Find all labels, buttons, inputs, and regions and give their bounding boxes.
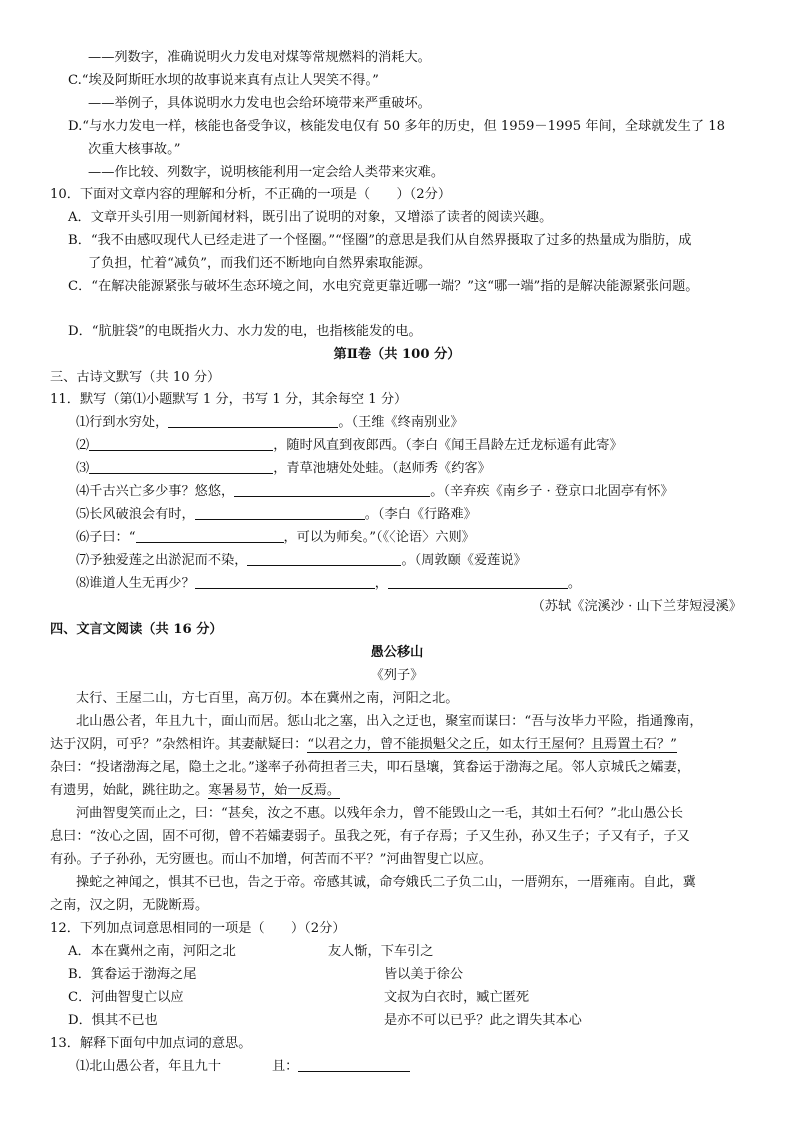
answer-blank[interactable]: [136, 529, 284, 543]
section4-title: 四、文言文阅读（共 16 分）: [50, 622, 223, 637]
answer-blank[interactable]: [298, 1058, 410, 1072]
q12-option-c-right: 文叔为白衣时，臧亡匿死: [384, 990, 530, 1005]
q12-option-b-right: 皆以美于徐公: [384, 967, 464, 982]
q12-option-a-right: 友人惭，下车引之: [328, 944, 434, 959]
q9-d-note: ——作比较、列数字，说明核能利用一定会给人类带来灾难。: [88, 165, 445, 180]
q10-option-c: C．“在解决能源紧张与破坏生态环境之间，水电究竟更靠近哪一端？”这“哪一端”指的是解决能源紧张问题。: [68, 279, 699, 294]
article-line: 杂曰：“投诸渤海之尾，隐土之北。”遂率子孙荷担者三夫，叩石垦壤，箕畚运于渤海之尾。邻人京城氏之孀妻，: [50, 760, 690, 775]
q11-item7: ⑺予独爱莲之出淤泥而不染， 。（周敦颐《爱莲说》: [76, 553, 527, 568]
underlined-sentence: “以君之力，曾不能损魁父之丘，如太行王屋何？且焉置土石？”: [307, 737, 677, 752]
article-line: 达于汉阴，可乎？”杂然相许。其妻献疑曰：“以君之力，曾不能损魁父之丘，如太行王屋何？且焉置土石？”: [50, 737, 677, 752]
q11-item8: ⑻谁道人生无再少？ ， 。: [76, 576, 582, 591]
q11-item1: ⑴行到水穷处， 。（王维《终南别业》: [76, 415, 464, 430]
q9-option-c: C.“埃及阿斯旺水坝的故事说来真有点让人哭笑不得。”: [68, 73, 379, 88]
answer-blank[interactable]: [195, 506, 365, 520]
q11-item3: ⑶ ，青草池塘处处蛙。（赵师秀《约客》: [76, 461, 491, 476]
answer-blank[interactable]: [195, 575, 375, 589]
q12-option-d: D．惧其不已也: [68, 1013, 158, 1028]
part2-title: 第Ⅱ卷（共 100 分）: [333, 347, 461, 362]
article-paragraph: 太行、王屋二山，方七百里，高万仞。本在冀州之南，河阳之北。: [76, 691, 459, 706]
q9-option-d-line1: D.“与水力发电一样，核能也备受争议，核能发电仅有 50 多年的历史，但 1959－1995 年间，全球就发生了 18: [68, 119, 725, 134]
q12-option-c: C．河曲智叟亡以应: [68, 990, 184, 1005]
answer-blank[interactable]: [89, 437, 273, 451]
q10-option-d: D．“肮脏袋”的电既指火力、水力发的电，也指核能发的电。: [68, 324, 422, 339]
q11-item4: ⑷千古兴亡多少事？悠悠， 。（辛弃疾《南乡子 · 登京口北固亭有怀》: [76, 484, 674, 499]
q13-item1: ⑴北山愚公者，年且九十: [76, 1059, 222, 1074]
article-line: 有遗男，始龀，跳往助之。寒暑易节，始一反焉。: [50, 783, 341, 798]
q9-c-note: ——举例子，具体说明水力发电也会给环境带来严重破坏。: [88, 96, 431, 111]
q11-item8-source: （苏轼《浣溪沙 · 山下兰芽短浸溪》: [531, 599, 742, 614]
q12-option-a: A．本在冀州之南，河阳之北: [68, 944, 236, 959]
article-line: 之南，汉之阴，无陇断焉。: [50, 898, 209, 913]
section3-title: 三、古诗文默写（共 10 分）: [50, 370, 221, 385]
q10-stem: 10．下面对文章内容的理解和分析，不正确的一项是（ ）（2分）: [50, 187, 452, 202]
q13-stem: 13．解释下面句中加点词的意思。: [50, 1036, 252, 1051]
q12-stem: 12．下列加点词意思相同的一项是（ ）（2分）: [50, 921, 346, 936]
q11-item2: ⑵ ，随时风直到夜郎西。（李白《闻王昌龄左迁龙标遥有此寄》: [76, 438, 623, 453]
article-paragraph: 河曲智叟笑而止之，曰：“甚矣，汝之不惠。以残年余力，曾不能毁山之一毛，其如土石何？”北山愚公长: [76, 806, 683, 821]
underlined-sentence: 寒暑易节，始一反焉。: [208, 783, 341, 798]
q13-item1-answer: 且：: [272, 1058, 410, 1076]
article-line: 有孙。子子孙孙，无穷匮也。而山不加增，何苦而不平？”河曲智叟亡以应。: [50, 852, 492, 867]
q11-item6: ⑹子曰：“ ，可以为师矣。”（《〈论语〉六则》: [76, 530, 475, 545]
article-line: 息曰：“汝心之固，固不可彻，曾不若孀妻弱子。虽我之死，有子存焉；子又生孙，孙又生子；子又有子，子又: [50, 829, 690, 844]
answer-blank[interactable]: [388, 575, 568, 589]
article-paragraph: 北山愚公者，年且九十，面山而居。惩山北之塞，出入之迂也，聚室而谋曰：“吾与汝毕力平险，指通豫南，: [76, 714, 703, 729]
article-title: 愚公移山: [370, 645, 424, 660]
article-source: 《列子》: [370, 668, 424, 683]
q9-option-d-line2: 次重大核事故。”: [88, 142, 181, 157]
q11-item5: ⑸长风破浪会有时， 。（李白《行路难》: [76, 507, 477, 522]
answer-blank[interactable]: [234, 483, 430, 497]
q12-option-d-right: 是亦不可以已乎？此之谓失其本心: [384, 1013, 582, 1028]
answer-blank[interactable]: [89, 460, 273, 474]
answer-blank[interactable]: [168, 414, 338, 428]
article-paragraph: 操蛇之神闻之，惧其不已也，告之于帝。帝感其诚，命夸娥氏二子负二山，一厝朔东，一厝雍南。自此，冀: [76, 875, 696, 890]
q9-b-note: ——列数字，准确说明火力发电对煤等常规燃料的消耗大。: [88, 50, 431, 65]
q10-option-b-line1: B．“我不由感叹现代人已经走进了一个怪圈。”“怪圈”的意思是我们从自然界摄取了过多的热量成为脂肪，成: [68, 233, 692, 248]
q11-stem: 11．默写（第⑴小题默写 1 分，书写 1 分，其余每空 1 分）: [50, 392, 408, 407]
q12-option-b: B．箕畚运于渤海之尾: [68, 967, 197, 982]
q10-option-a: A．文章开头引用一则新闻材料，既引出了说明的对象，又增添了读者的阅读兴趣。: [68, 210, 553, 225]
q10-option-b-line2: 了负担，忙着“减负”，而我们还不断地向自然界索取能源。: [88, 256, 432, 271]
answer-blank[interactable]: [247, 552, 401, 566]
